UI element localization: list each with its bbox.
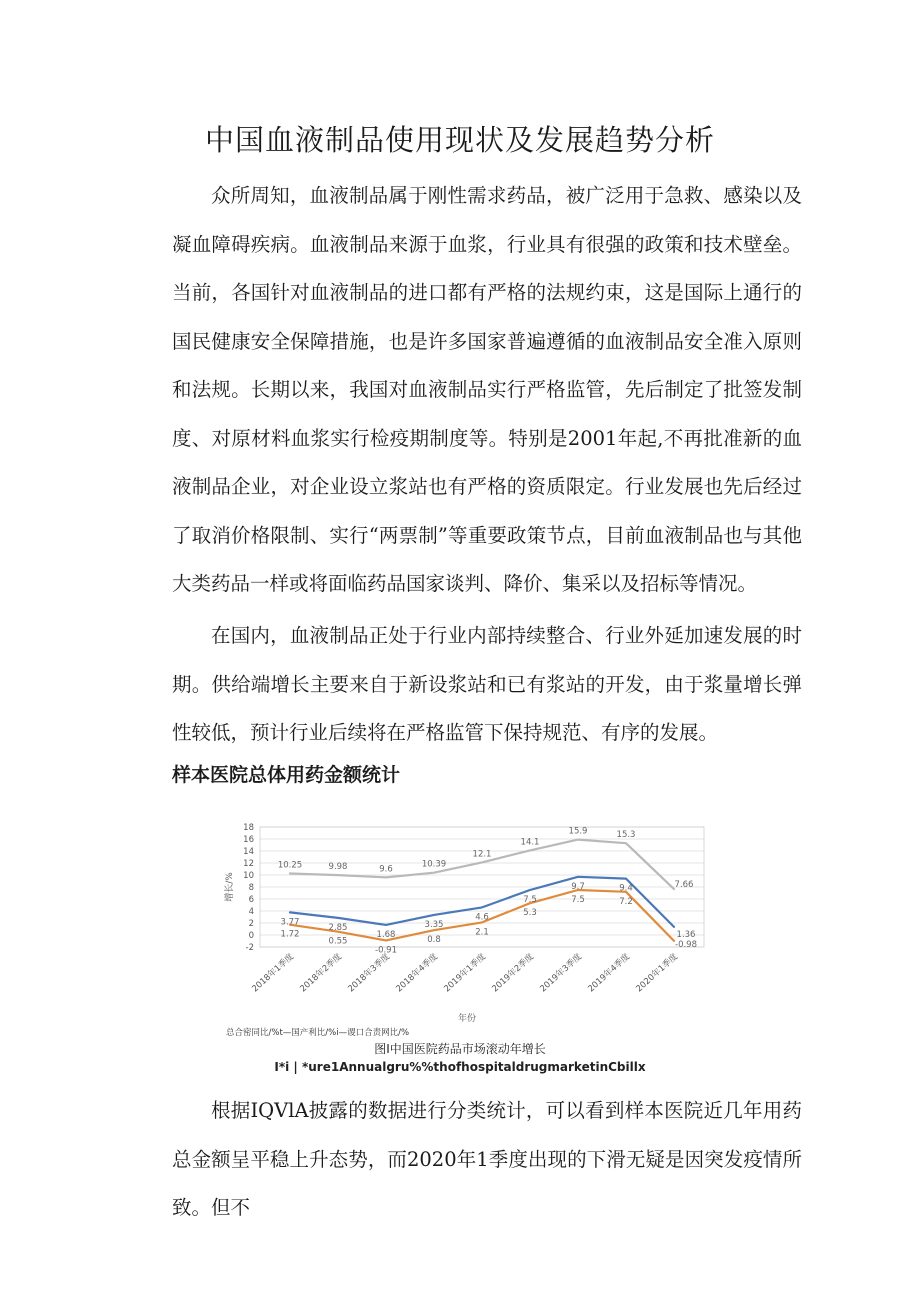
y-tick-label: 12	[243, 859, 254, 869]
y-tick-label: 6	[248, 895, 254, 905]
data-label: 3.77	[280, 917, 300, 928]
y-tick-label: 14	[243, 847, 254, 857]
data-label: 10.25	[277, 860, 303, 871]
data-label: 9.4	[619, 883, 633, 894]
data-label: 0.55	[328, 936, 348, 947]
figure-caption-en: I*i | *ure1Annualgru%%thofhospitaldrugmarketinCbillx	[274, 1060, 646, 1074]
data-label: 9.7	[571, 881, 585, 892]
data-label: 0.8	[427, 935, 441, 946]
data-label: 7.5	[571, 895, 585, 905]
data-label: 9.6	[379, 864, 393, 875]
y-tick-label: 18	[243, 823, 254, 833]
figure-caption-cn: 图I中国医院药品市场滚动年增长	[374, 1042, 546, 1056]
data-label: 2.85	[328, 922, 348, 933]
data-label: 9.98	[328, 862, 348, 873]
chart-legend: 总合密同比/%t—国产利比/%i—谡口合责网比/%	[226, 1028, 410, 1038]
data-label: 1.72	[280, 929, 300, 940]
y-tick-label: 4	[248, 907, 254, 917]
data-label: 2.1	[475, 927, 489, 938]
data-label: 7.66	[674, 880, 694, 891]
y-tick-label: -2	[245, 943, 254, 953]
series-line-3	[290, 840, 674, 889]
y-tick-label: 16	[243, 835, 254, 845]
x-tick-label: 2019年4季度	[586, 951, 633, 995]
y-tick-label: 10	[243, 871, 254, 881]
data-label: 15.3	[616, 830, 636, 841]
x-tick-label: 2020年1季度	[634, 951, 681, 995]
y-tick-label: 0	[248, 931, 254, 941]
data-label: 14.1	[520, 837, 540, 848]
chart-svg	[222, 815, 717, 1040]
y-axis-label: 增长/%	[225, 872, 235, 902]
x-tick-label: 2018年4季度	[394, 951, 441, 995]
data-label: 12.1	[472, 849, 492, 860]
data-label: 10.39	[421, 859, 447, 870]
x-tick-label: 2018年3季度	[346, 951, 393, 995]
data-label: -0.98	[675, 939, 697, 950]
x-axis-label: 年份	[457, 1014, 477, 1024]
data-label: 1.36	[676, 929, 696, 940]
paragraph-intro: 众所周知，血液制品属于刚性需求药品，被广泛用于急救、感染以及凝血障碍疾病。血液制品来源于血浆，行业具有很强的政策和技术壁垒。当前，各国针对血液制品的进口都有严格的法规约束，这是国际上通行的国民健康安全保障措施，也是许多国家普遍遵循的血液制品安全准入原则和法规。长期以来，我国对血液制品实行严格监管，先后制定了批签发制度、对原材料血浆实行检疫期制度等。特别是2001年起,不再批准新的血液制品企业，对企业设立浆站也有严格的资质限定。行业发展也先后经过了取消价格限制、实行“两票制”等重要政策节点，目前血液制品也与其他大类药品一样或将面临药品国家谈判、降价、集采以及招标等情况。	[172, 184, 802, 595]
y-tick-label: 8	[248, 883, 254, 893]
data-label: 1.68	[376, 929, 396, 940]
x-tick-label: 2019年1季度	[442, 951, 489, 995]
data-label: 5.3	[523, 908, 537, 919]
section-heading: 样本医院总体用药金额统计	[172, 764, 401, 786]
paragraph-analysis: 根据IQVlA披露的数据进行分类统计，可以看到样本医院近几年用药总金额呈平稳上升态势，而2020年1季度出现的下滑无疑是因突发疫情所致。但不	[172, 1099, 802, 1219]
data-label: 4.6	[475, 912, 489, 923]
data-label: 7.2	[619, 896, 633, 907]
paragraph-domestic: 在国内，血液制品正处于行业内部持续整合、行业外延加速发展的时期。供给端增长主要来自于新设浆站和已有浆站的开发，由于浆量增长弹性较低，预计行业后续将在严格监管下保持规范、有序的发展。	[172, 624, 802, 744]
data-label: 15.9	[568, 826, 588, 837]
x-tick-label: 2019年3季度	[538, 951, 585, 995]
x-tick-label: 2018年2季度	[298, 951, 345, 995]
x-tick-label: 2019年2季度	[490, 951, 537, 995]
data-label: -0.91	[375, 945, 397, 956]
data-label: 3.35	[424, 919, 444, 930]
x-tick-label: 2018年1季度	[250, 951, 297, 995]
chart-data-labels	[278, 827, 697, 956]
data-label: 7.5	[523, 895, 537, 905]
document-title: 中国血液制品使用现状及发展趋势分析	[204, 123, 715, 157]
y-tick-label: 2	[248, 919, 254, 929]
